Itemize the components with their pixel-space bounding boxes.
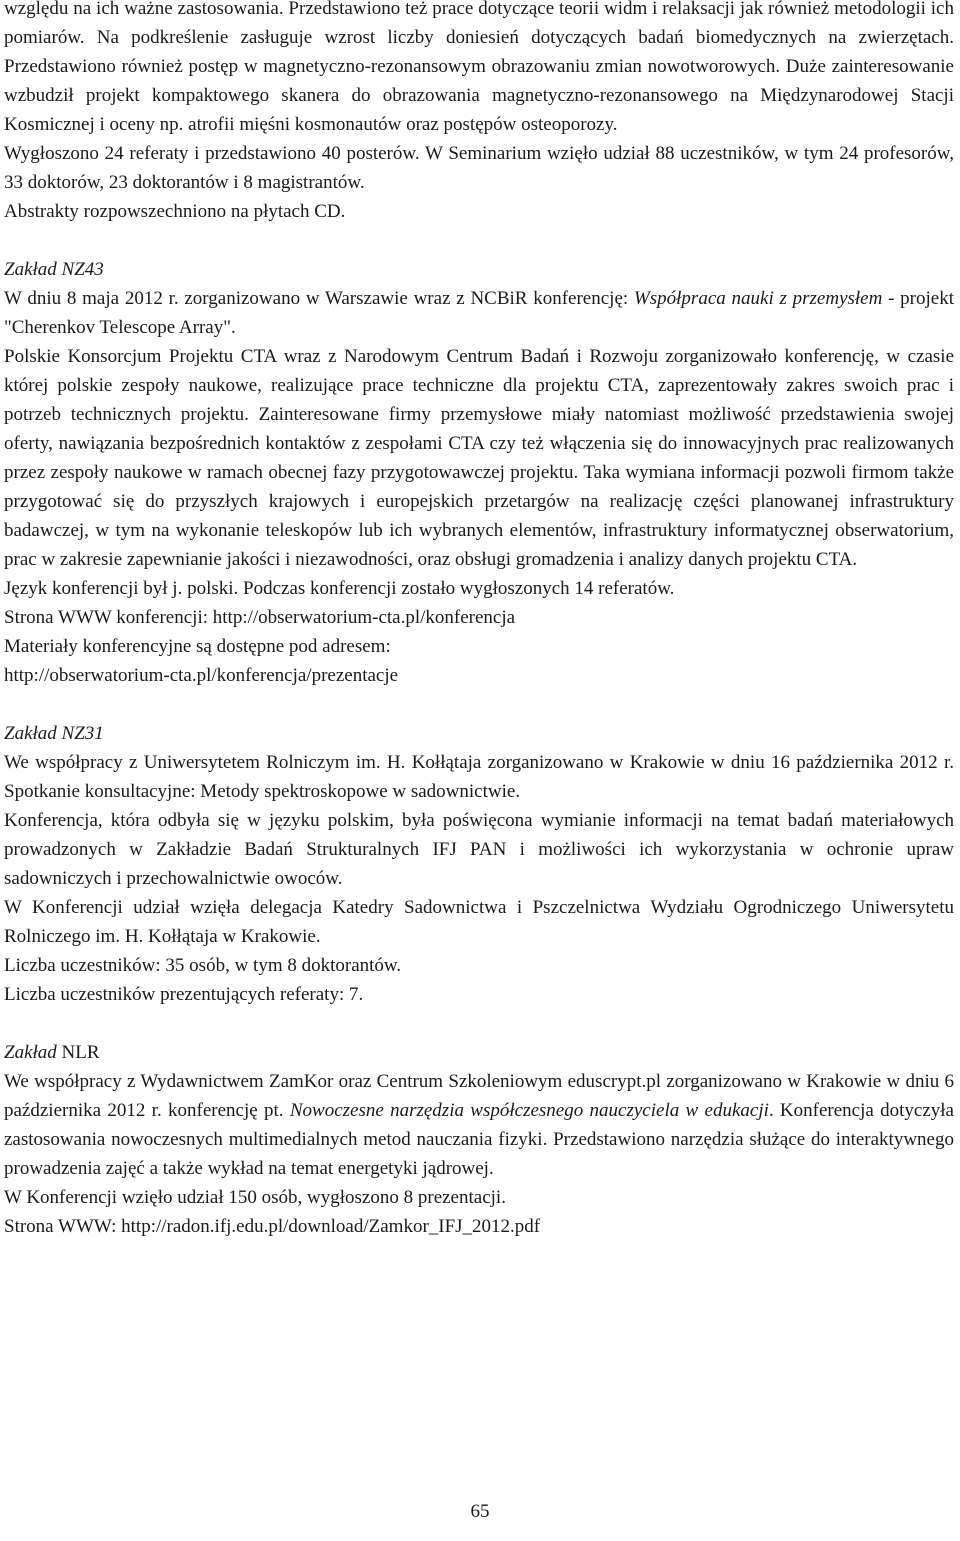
heading-code: NLR xyxy=(61,1042,100,1063)
nz43-intro-text: W dniu 8 maja 2012 r. zorganizowano w Warszawie wraz z NCBiR konferencję: xyxy=(4,288,634,309)
nz43-materials-url: http://obserwatorium-cta.pl/konferencja/prezentacje xyxy=(4,665,399,686)
heading-code: NZ31 xyxy=(61,723,104,744)
intro-abstracts-paragraph: Abstrakty rozpowszechniono na płytach CD. xyxy=(4,201,346,222)
nz31-presenters: Liczba uczestników prezentujących referaty: 7. xyxy=(4,984,364,1005)
nz43-intro xyxy=(4,284,954,342)
nz31-body1: Konferencja, która odbyła się w języku polskim, była poświęcona wymianie informacji na temat badań materiałowych prowadzonych w Zakładzie Badań Strukturalnych IFJ PAN i możliwości ich wykorzystania w ochronie upraw sadowniczych i przechowalnictwie owoców. xyxy=(4,810,954,889)
intro-paragraph: względu na ich ważne zastosowania. Przedstawiono też prace dotyczące teorii widm i relaksacji jak również metodologii ich pomiarów. Na podkreślenie zasługuje wzrost liczby doniesień dotyczących badań biomedycznych na zwierzętach. Przedstawiono również postęp w magnetyczno-rezonansowym obrazowaniu zmian nowotworowych. Duże zainteresowanie wzbudził projekt kompaktowego skanera do obrazowania magnetyczno-rezonansowego na Międzynarodowej Stacji Kosmicznej i oceny np. atrofii mięśni kosmonautów oraz postępów osteoporozy. xyxy=(4,0,954,135)
nz43-language: Język konferencji był j. polski. Podczas konferencji zostało wygłoszonych 14 referatów. xyxy=(4,578,675,599)
heading-word: Zakład xyxy=(4,1042,57,1063)
page-number: 65 xyxy=(470,1501,490,1522)
nlr-intro-tail: . Konferencja dotyczyła zastosowania nowoczesnych multimedialnych metod nauczania fizyki. Przedstawiono narzędzia służące do interaktywnego prowadzenia zajęć a także wykład na temat energetyki jądrowej. xyxy=(4,1100,954,1179)
nlr-intro xyxy=(4,1067,954,1183)
heading-word: Zakład xyxy=(4,723,57,744)
nlr-participants: W Konferencji wzięło udział 150 osób, wygłoszono 8 prezentacji. xyxy=(4,1187,506,1208)
nz43-intro-tail: - projekt "Cherenkov Telescope Array". xyxy=(4,288,954,338)
nz43-body: Polskie Konsorcjum Projektu CTA wraz z Narodowym Centrum Badań i Rozwoju zorganizowało konferencję, w czasie której polskie zespoły naukowe, realizujące prace techniczne dla projektu CTA, zaprezentowały zakres swoich prac i potrzeb technicznych projektu. Zainteresowane firmy przemysłowe miały natomiast możliwość przedstawienia swojej oferty, nawiązania bezpośrednich kontaktów z zespołami CTA czy też włączenia się do innowacyjnych prac realizowanych przez zespoły naukowe w ramach obecnej fazy przygotowawczej projektu. Taka wymiana informacji pozwoli firmom także przygotować się do przyszłych krajowych i europejskich przetargów na realizację części planowanej infrastruktury badawczej, w tym na wykonanie teleskopów lub ich wybranych elementów, infrastruktury informatycznej obserwatorium, prac w zakresie zapewnianie jakości i niezawodności, oraz obsługi gromadzenia i analizy danych projektu CTA. xyxy=(4,346,954,570)
nlr-www: Strona WWW: http://radon.ifj.edu.pl/download/Zamkor_IFJ_2012.pdf xyxy=(4,1216,541,1237)
nz31-body2: W Konferencji udział wzięła delegacja Katedry Sadownictwa i Pszczelnictwa Wydziału Ogrodniczego Uniwersytetu Rolniczego im. H. Kołłątaja w Krakowie. xyxy=(4,897,954,947)
nz43-materials: Materiały konferencyjne są dostępne pod adresem: xyxy=(4,636,391,657)
section-heading-nlr xyxy=(4,1038,954,1067)
nz31-participants: Liczba uczestników: 35 osób, w tym 8 doktorantów. xyxy=(4,955,402,976)
heading-word: Zakład xyxy=(4,259,57,280)
heading-code-prefix: NZ43 xyxy=(61,259,104,280)
nz43-www: Strona WWW konferencji: http://obserwatorium-cta.pl/konferencja xyxy=(4,607,516,628)
section-heading-nz43 xyxy=(4,255,954,284)
section-heading-nz31 xyxy=(4,719,954,748)
intro-stats-paragraph: Wygłoszono 24 referaty i przedstawiono 40 posterów. W Seminarium wzięło udział 88 uczestników, w tym 24 profesorów, 33 doktorów, 23 doktorantów i 8 magistrantów. xyxy=(4,143,954,193)
nlr-intro-text: We współpracy z Wydawnictwem ZamKor oraz Centrum Szkoleniowym eduscrypt.pl zorganizowano w Krakowie w dniu 6 października 2012 r. konferencję pt. xyxy=(4,1071,954,1121)
nz43-conference-title: Współpraca nauki z przemysłem xyxy=(633,288,883,309)
nlr-conference-title: Nowoczesne narzędzia współczesnego nauczyciela w edukacji xyxy=(289,1100,769,1121)
nz31-intro: We współpracy z Uniwersytetem Rolniczym im. H. Kołłątaja zorganizowano w Krakowie w dniu 16 października 2012 r. Spotkanie konsultacyjne: Metody spektroskopowe w sadownictwie. xyxy=(4,752,954,802)
